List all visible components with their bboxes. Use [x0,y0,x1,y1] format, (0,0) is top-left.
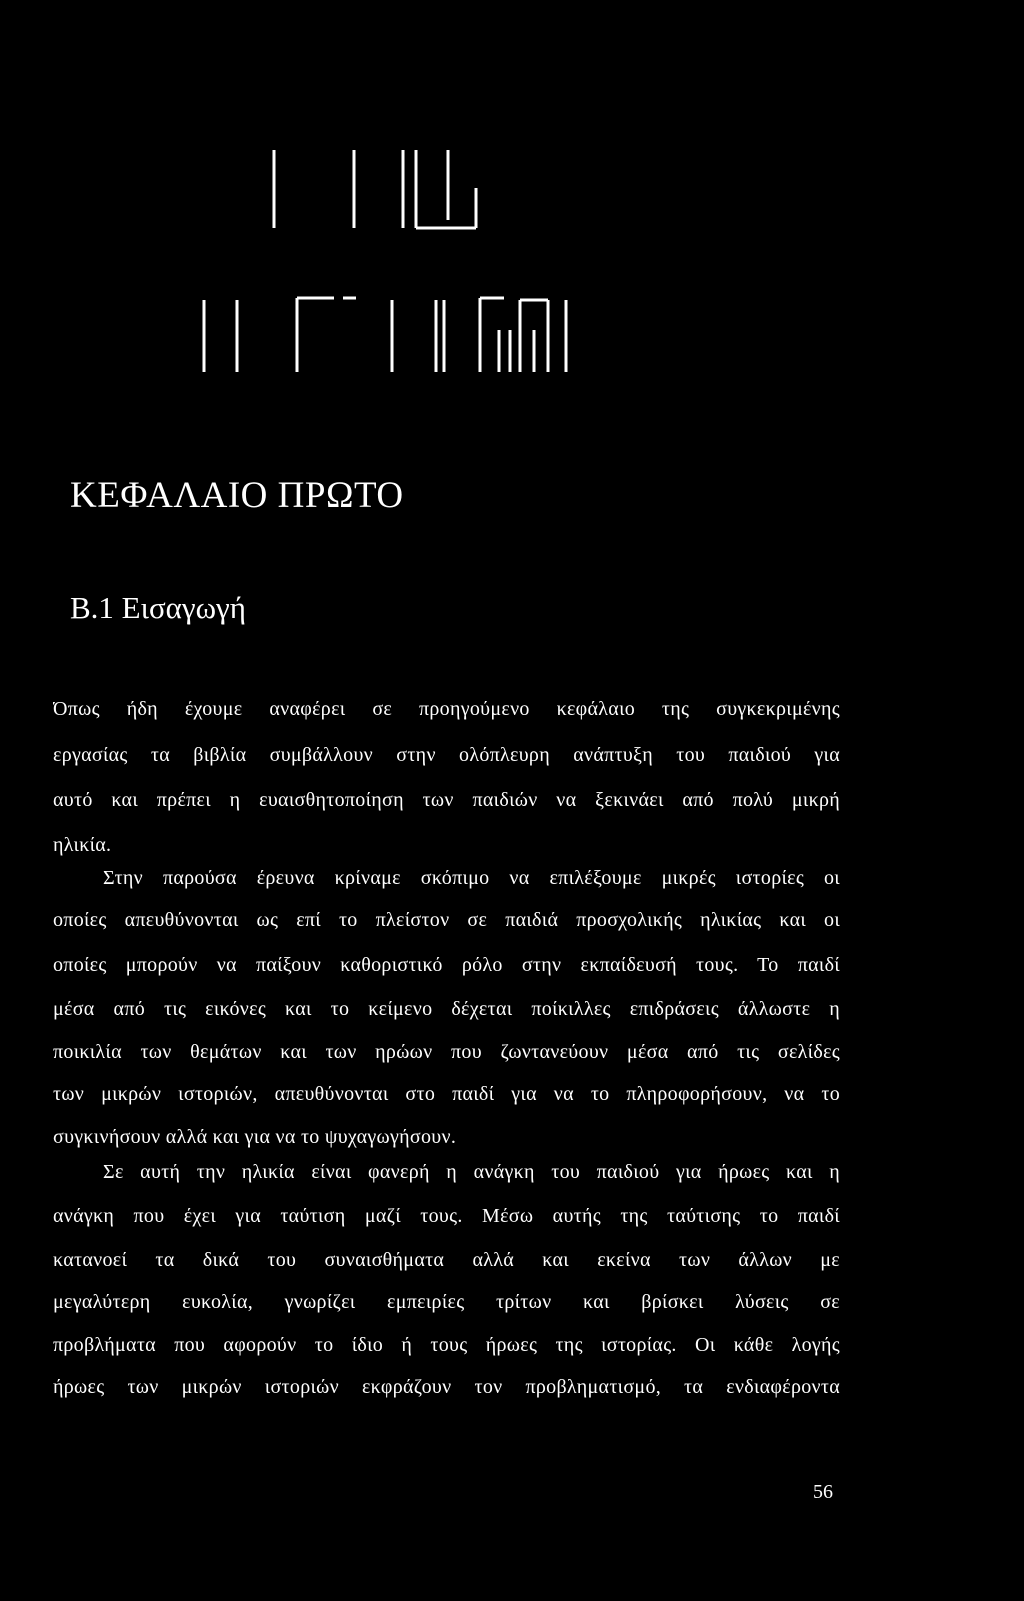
paragraph-line: προβλήματα που αφορούν το ίδιο ή τους ήρωες της ιστορίας. Οι κάθε λογής [53,1334,840,1356]
paragraph-line: οποίες μπορούν να παίξουν καθοριστικό ρόλο στην εκπαίδευσή τους. Το παιδί [53,954,840,976]
paragraph-line: ποικιλία των θεμάτων και των ηρώων που ζωντανεύουν μέσα από τις σελίδες [53,1041,840,1063]
paragraph-line: Σε αυτή την ηλικία είναι φανερή η ανάγκη του παιδιού για ήρωες και η [103,1161,840,1183]
paragraph-line: οποίες απευθύνονται ως επί το πλείστον σε παιδιά προσχολικής ηλικίας και οι [53,909,840,931]
paragraph-line: των μικρών ιστοριών, απευθύνονται στο παιδί για να το πληροφορήσουν, να το [53,1083,840,1105]
paragraph-line: μέσα από τις εικόνες και το κείμενο δέχεται ποίκιλλες επιδράσεις άλλωστε η [53,998,840,1020]
paragraph-line: κατανοεί τα δικά του συναισθήματα αλλά και εκείνα των άλλων με [53,1249,840,1271]
chapter-title: ΚΕΦΑΛΑΙΟ ΠΡΩΤΟ [70,475,404,516]
decorative-header-graphic [0,0,1024,400]
page-number: 56 [813,1481,833,1503]
paragraph-line: ανάγκη που έχει για ταύτιση μαζί τους. Μέσω αυτής της ταύτισης το παιδί [53,1205,840,1227]
paragraph-line: αυτό και πρέπει η ευαισθητοποίηση των παιδιών να ξεκινάει από πολύ μικρή [53,789,840,811]
paragraph-line: μεγαλύτερη ευκολία, γνωρίζει εμπειρίες τρίτων και βρίσκει λύσεις σε [53,1291,840,1313]
paragraph-line: ήρωες των μικρών ιστοριών εκφράζουν τον προβληματισμό, τα ενδιαφέροντα [53,1376,840,1398]
paragraph-line: Στην παρούσα έρευνα κρίναμε σκόπιμο να επιλέξουμε μικρές ιστορίες οι [103,867,840,889]
paragraph-line: συγκινήσουν αλλά και για να το ψυχαγωγήσουν. [53,1126,457,1148]
paragraph-line: εργασίας τα βιβλία συμβάλλουν στην ολόπλευρη ανάπτυξη του παιδιού για [53,744,840,766]
paragraph-line: ηλικία. [53,834,112,856]
paragraph-line: Όπως ήδη έχουμε αναφέρει σε προηγούμενο κεφάλαιο της συγκεκριμένης [53,698,840,720]
section-title: Β.1 Εισαγωγή [70,590,246,625]
